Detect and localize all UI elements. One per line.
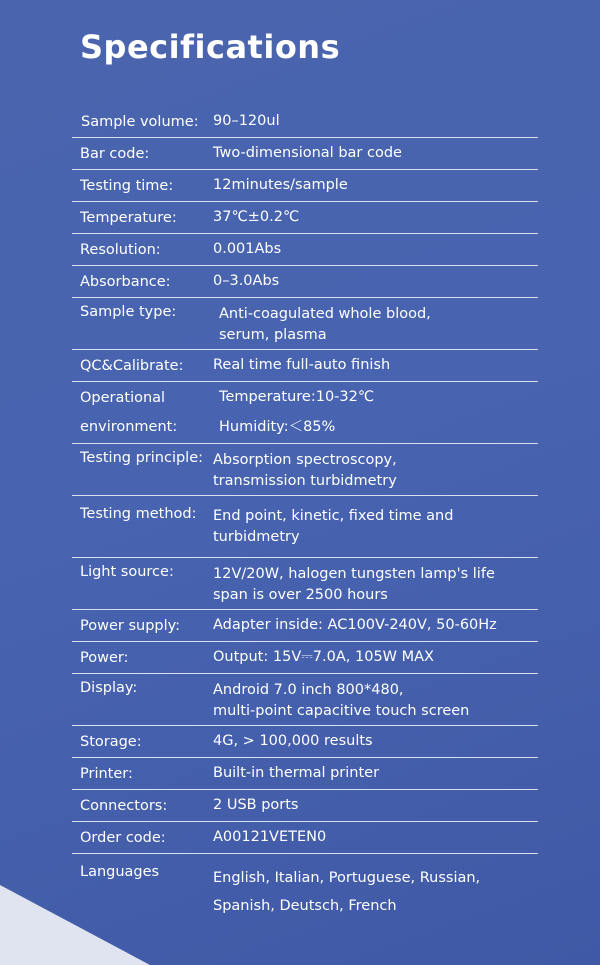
spec-value: Adapter inside: AC100V-240V, 50-60Hz [213, 617, 497, 633]
spec-value: Two-dimensional bar code [213, 145, 402, 161]
spec-value [213, 864, 538, 922]
spec-value [213, 680, 538, 725]
spec-value: 4G, > 100,000 results [213, 733, 373, 749]
spec-value-line: multi-point capacitive touch screen [213, 703, 470, 719]
spec-row-storage [72, 726, 538, 758]
spec-label-line: Operational [80, 390, 166, 407]
spec-row-languages [72, 854, 538, 922]
spec-label: Temperature: [80, 209, 177, 226]
spec-value-line: Anti-coagulated whole blood, [219, 306, 431, 322]
spec-value: 2 USB ports [213, 797, 299, 813]
spec-value [213, 506, 538, 557]
spec-value: 90–120ul [213, 113, 280, 129]
spec-table [72, 106, 538, 922]
spec-value-line: serum, plasma [219, 327, 327, 343]
spec-row-qc-calibrate [72, 350, 538, 382]
spec-label: Bar code: [80, 145, 150, 162]
spec-label: Connectors: [80, 797, 168, 814]
spec-value: 0.001Abs [213, 241, 282, 257]
spec-row-operational-environment [72, 382, 538, 444]
spec-row-testing-method [72, 496, 538, 558]
spec-label: Testing method: [80, 506, 197, 522]
spec-value-line: Temperature:10-32℃ [219, 388, 375, 405]
spec-value-line: 12V/20W, halogen tungsten lamp's life [213, 566, 495, 582]
spec-row-display [72, 674, 538, 726]
spec-value [213, 304, 538, 349]
spec-label: Languages [80, 864, 160, 880]
spec-label-line: environment: [80, 418, 178, 435]
spec-value [213, 564, 538, 609]
spec-value-line: span is over 2500 hours [213, 587, 388, 603]
spec-label: Sample type: [80, 304, 177, 320]
spec-value [213, 450, 538, 495]
spec-label: Power: [80, 649, 129, 666]
spec-label: Resolution: [80, 241, 161, 258]
spec-value-line: Absorption spectroscopy, [213, 452, 397, 468]
spec-row-sample-type [72, 298, 538, 350]
spec-value: A00121VETEN0 [213, 829, 327, 845]
spec-label: Light source: [80, 564, 174, 580]
spec-value-line: Android 7.0 inch 800*480, [213, 682, 404, 698]
spec-label: QC&Calibrate: [80, 357, 184, 374]
spec-value-line: Humidity:＜85% [219, 419, 336, 436]
spec-row-printer [72, 758, 538, 790]
spec-value: Built-in thermal printer [213, 765, 380, 781]
spec-label: Testing principle: [80, 450, 204, 466]
spec-value-line: turbidmetry [213, 529, 300, 545]
spec-label: Display: [80, 680, 138, 696]
spec-value-line: transmission turbidmetry [213, 473, 397, 489]
spec-row-resolution [72, 234, 538, 266]
spec-row-absorbance [72, 266, 538, 298]
spec-row-temperature [72, 202, 538, 234]
spec-label: Sample volume: [81, 113, 199, 130]
spec-value-line: English, Italian, Portuguese, Russian, [213, 870, 481, 886]
spec-label: Order code: [80, 829, 166, 846]
spec-value: Output: 15V⎓7.0A, 105W MAX [213, 649, 434, 665]
spec-label: Absorbance: [80, 273, 171, 290]
spec-row-power-supply [72, 610, 538, 642]
spec-value: 0–3.0Abs [213, 273, 280, 289]
spec-row-sample-volume [72, 106, 538, 138]
spec-row-connectors [72, 790, 538, 822]
spec-value [213, 382, 538, 443]
spec-value: Real time full-auto finish [213, 357, 391, 373]
spec-row-bar-code [72, 138, 538, 170]
spec-row-testing-time [72, 170, 538, 202]
spec-label: Testing time: [80, 177, 174, 194]
spec-label: Power supply: [80, 617, 181, 634]
spec-row-order-code [72, 822, 538, 854]
spec-value: 12minutes/sample [213, 177, 348, 193]
spec-row-power [72, 642, 538, 674]
spec-value: 37℃±0.2℃ [213, 209, 300, 225]
spec-label [72, 382, 213, 443]
page-title: Specifications [80, 28, 341, 66]
spec-row-testing-principle [72, 444, 538, 496]
spec-label: Storage: [80, 733, 142, 750]
spec-row-light-source [72, 558, 538, 610]
spec-label: Printer: [80, 765, 133, 782]
spec-value-line: End point, kinetic, fixed time and [213, 508, 454, 524]
spec-value-line: Spanish, Deutsch, French [213, 898, 397, 914]
